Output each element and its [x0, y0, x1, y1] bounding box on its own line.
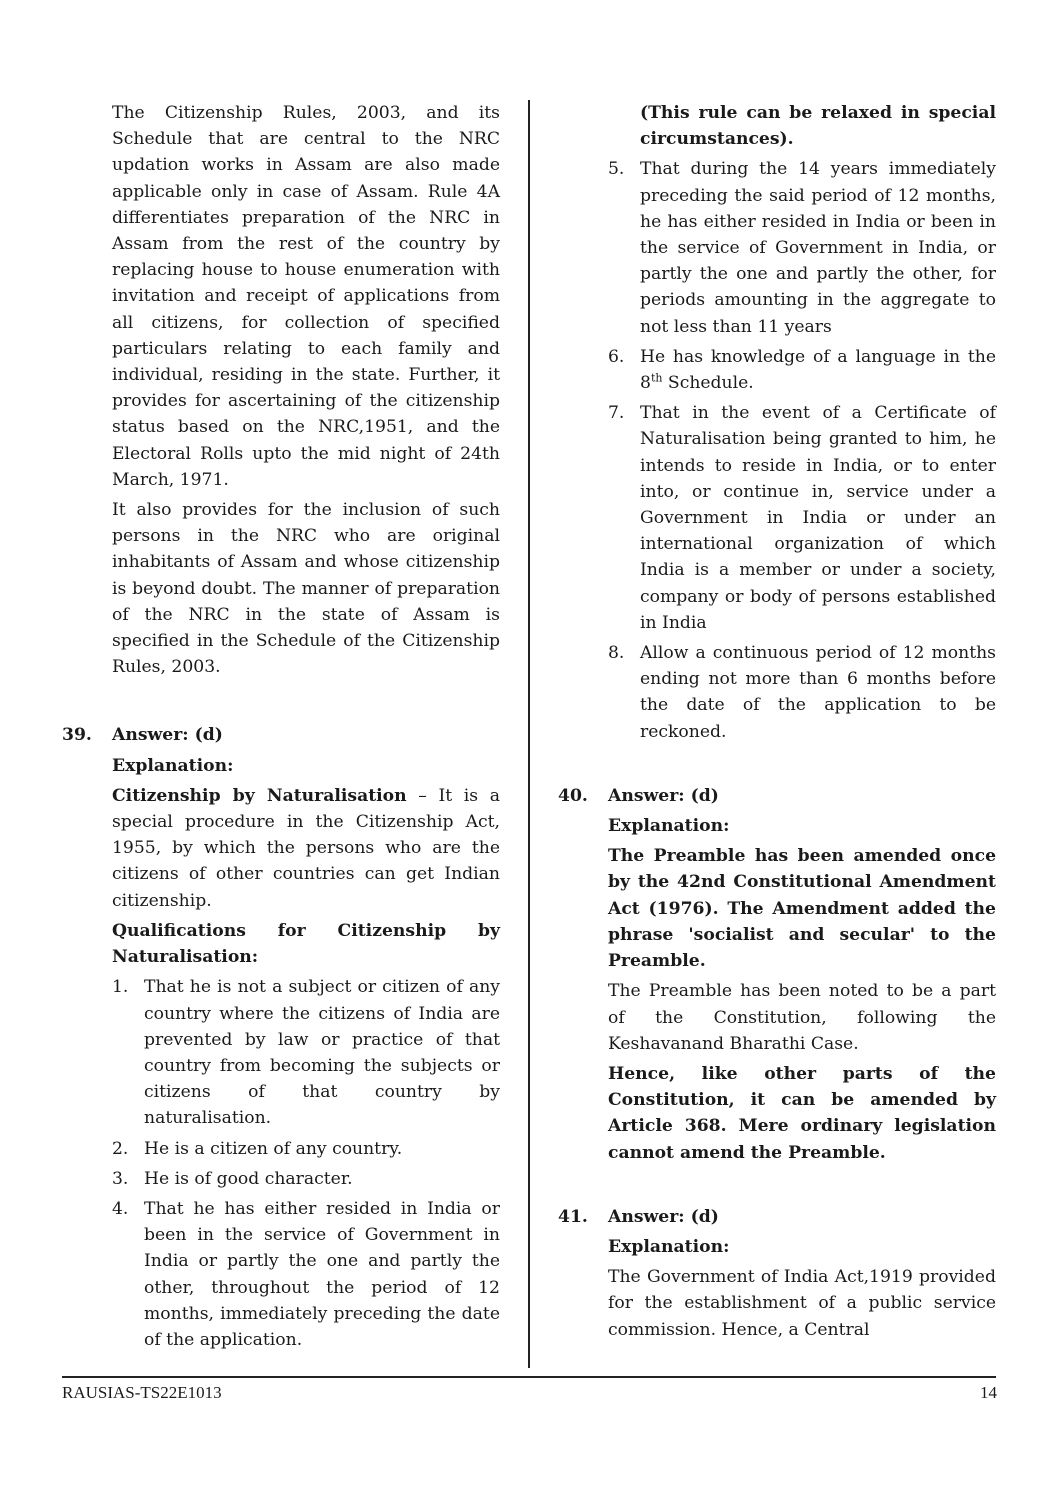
page-number: 14: [980, 1383, 997, 1402]
question-number: 39.: [62, 725, 92, 746]
list-item: [558, 344, 996, 396]
item-number: 3.: [112, 1168, 129, 1189]
explanation-label: Explanation:: [608, 1236, 730, 1257]
naturalisation-term: Citizenship by Naturalisation: [112, 785, 407, 806]
document-code: RAUSIAS-TS22E1013: [62, 1383, 222, 1402]
item-text: That he has either resided in India or been in the service of Government in India or partly the one and partly the other, throughout the period of 12 months, immediately preceding the date of the application.: [144, 1198, 500, 1350]
item-text: That during the 14 years immediately preceding the said period of 12 months, he has either resided in India or been in the service of Government in India, or partly the one and partly the other, for periods amounting in the aggregate to not less than 11 years: [640, 159, 996, 337]
item-text: He is a citizen of any country.: [144, 1138, 403, 1159]
item-text: He is of good character.: [144, 1168, 353, 1189]
question-39: [62, 722, 500, 970]
item-text: [640, 344, 996, 396]
explanation-label: Explanation:: [608, 816, 730, 837]
list-item: [62, 1166, 500, 1192]
answer-label: Answer: (d): [608, 1206, 719, 1227]
item-text: Allow a continuous period of 12 months ending not more than 6 months before the date of the application to be reckoned.: [640, 643, 996, 742]
item-number: 7.: [608, 403, 625, 424]
item-number: 1.: [112, 977, 129, 998]
question-number: 41.: [558, 1206, 588, 1227]
question-40: [558, 783, 996, 1166]
item-text-part: He has knowledge of a language in the 8: [640, 346, 996, 394]
list-item: [62, 1136, 500, 1162]
list-item: [558, 400, 996, 636]
question-41: [558, 1204, 996, 1343]
nrc-inclusion-paragraph: It also provides for the inclusion of such persons in the NRC who are original inhabitants of Assam and whose citizenship is beyond doubt. The manner of preparation of the NRC in the state of Assam is specified in the Schedule of the Citizenship Rules, 2003.: [112, 500, 500, 678]
item-text: That in the event of a Certificate of Naturalisation being granted to him, he intends to reside in India, or to enter into, or continue in, service under a Government in India or under an international organization of which India is a member or under a society, company or body of persons established in India: [640, 403, 996, 633]
preamble-amendment-text: The Preamble has been amended once by the 42nd Constitutional Amendment Act (1976). The Amendment added the phrase 'socialist and secular' to the Preamble.: [608, 846, 996, 972]
item-number: 2.: [112, 1138, 129, 1159]
list-item: [558, 640, 996, 745]
goi-act-text: The Government of India Act,1919 provided for the establishment of a public service commission. Hence, a Central: [608, 1267, 996, 1340]
answer-label: Answer: (d): [112, 725, 223, 746]
right-column: [558, 100, 996, 1343]
article-368-text: Hence, like other parts of the Constitution, it can be amended by Article 368. Mere ordinary legislation cannot amend the Preamble.: [608, 1063, 996, 1163]
column-divider: [528, 100, 530, 1368]
naturalisation-text: – It is a special procedure in the Citizenship Act, 1955, by which the persons who are the citizens of other countries can get Indian citizenship.: [112, 785, 500, 911]
qualification-list: [62, 974, 500, 1353]
item-text: That he is not a subject or citizen of any country where the citizens of India are prevented by law or practice of that country from becoming the subjects or citizens of that country by naturalisation.: [144, 977, 500, 1129]
list-item: [62, 974, 500, 1131]
footer-rule: [62, 1376, 996, 1378]
explanation-label: Explanation:: [112, 755, 234, 776]
list-item: [62, 1196, 500, 1353]
item-number: 4.: [112, 1198, 129, 1219]
qualifications-heading: Qualifications for Citizenship by Naturalisation:: [112, 920, 500, 968]
left-column: [62, 100, 500, 1353]
item-number: 5.: [608, 159, 625, 180]
question-number: 40.: [558, 785, 588, 806]
qualification-list-continued: [558, 156, 996, 744]
relax-note: (This rule can be relaxed in special circumstances).: [640, 103, 996, 150]
naturalisation-definition: [62, 783, 500, 914]
item-number: 6.: [608, 346, 625, 367]
superscript: th: [650, 371, 663, 385]
nrc-paragraph: The Citizenship Rules, 2003, and its Schedule that are central to the NRC updation works in Assam are also made applicable only in case of Assam. Rule 4A differentiates preparation of the NRC in Assam from the rest of the country by replacing house to house enumeration with invitation and receipt of applications from all citizens, for collection of specified particulars relating to each family and individual, residing in the state. Further, it provides for ascertaining of the citizenship status based on the NRC,1951, and the Electoral Rolls upto the mid night of 24th March, 1971.: [112, 103, 500, 490]
answer-label: Answer: (d): [608, 785, 719, 806]
preamble-part-text: The Preamble has been noted to be a part of the Constitution, following the Keshavanand Bharathi Case.: [608, 981, 996, 1054]
list-item: [558, 156, 996, 339]
item-number: 8.: [608, 643, 625, 664]
item-text-part: Schedule.: [662, 373, 754, 394]
